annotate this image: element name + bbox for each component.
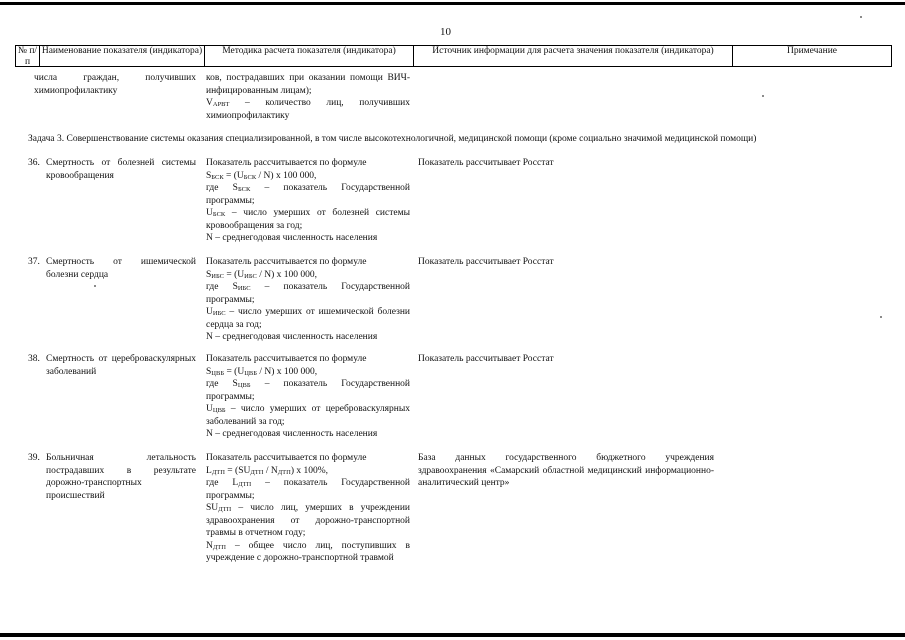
bottom-border xyxy=(0,633,905,637)
row-38-name: Смертность от цереброваскулярных заболеваний xyxy=(46,354,196,377)
row-36-method: Показатель рассчитывается по формуле $S_{БСК} = (U_{БСК} / N)$ х 100 000, где $S_{БСК}$ – показатель Государственной программы; $U_{БСК}$ – число умерших от болезней системы кровообращения за год; N – среднегодовая численность населения xyxy=(206,158,411,243)
header-num: № п/п xyxy=(16,46,40,66)
header-method: Методика расчета показателя (индикатора) xyxy=(205,46,414,66)
row-39-source: База данных государственного бюджетного учреждения здравоохранения «Самарский областной медицинский информационно-аналитический центр» xyxy=(418,453,714,488)
row-39-method: Показатель рассчитывается по формуле $L_{ДТП} = (SU_{ДТП} / N_{ДТП})$ х 100%, где $L_{ДТП}$ – показатель Государственной программы; $SU_{ДТП}$ – число лиц, умерших в учреждении здравоохранения от дорожно-транспортной травмы в отчетном году; $N_{ДТП}$ – общее число лиц, поступивших в учреждение с дорожно-транспортной травмой xyxy=(206,453,411,563)
row-36-name: Смертность от болезней системы кровообращения xyxy=(46,158,196,181)
row-39-num: 39. xyxy=(28,453,40,463)
scan-speck xyxy=(860,16,862,18)
header-source: Источник информации для расчета значения показателя (индикатора) xyxy=(414,46,733,66)
row-37-source: Показатель рассчитывает Росстат xyxy=(418,257,554,267)
scan-speck xyxy=(94,285,96,287)
row-36-num: 36. xyxy=(28,158,40,168)
scan-speck xyxy=(762,95,764,97)
row-37-method: Показатель рассчитывается по формуле $S_{ИБС} = (U_{ИБС} / N)$ х 100 000, где $S_{ИБС}$ – показатель Государственной программы; $U_{ИБС}$ – число умерших от ишемической болезни сердца за год; N – среднегодовая численность населения xyxy=(206,257,410,342)
scan-speck xyxy=(880,316,882,318)
row-37-num: 37. xyxy=(28,257,40,267)
header-name: Наименование показателя (индикатора) xyxy=(40,46,205,66)
header-note: Примечание xyxy=(786,46,838,56)
task-3-heading: Задача 3. Совершенствование системы оказания специализированной, в том числе высокотехнологичной, медицинской помощи (кроме социально значимой медицинской помощи) xyxy=(28,134,757,144)
row-39-name: Больничная летальность пострадавших в результате дорожно-транспортных происшествий xyxy=(46,453,196,501)
row-38-source: Показатель рассчитывает Росстат xyxy=(418,354,554,364)
continuation-method: ков, пострадавших при оказании помощи ВИЧ-инфицированным лицам); $V_{АРВТ}$ – количество лиц, получивших химиопрофилактику xyxy=(206,73,410,121)
table-header xyxy=(15,45,892,67)
continuation-name: числа граждан, получивших химиопрофилактику xyxy=(34,73,196,96)
row-38-num: 38. xyxy=(28,354,40,364)
row-37-name: Смертность от ишемической болезни сердца xyxy=(46,257,196,280)
page-number: 10 xyxy=(440,26,451,38)
row-38-method: Показатель рассчитывается по формуле $S_{ЦВБ} = (U_{ЦВБ} / N)$ х 100 000, где $S_{ЦВБ}$ – показатель Государственной программы; $U_{ЦВБ}$ – число умерших от цереброваскулярных заболеваний за год; N – среднегодовая численность населения xyxy=(206,354,410,439)
top-border xyxy=(0,2,905,5)
row-36-source: Показатель рассчитывает Росстат xyxy=(418,158,554,168)
